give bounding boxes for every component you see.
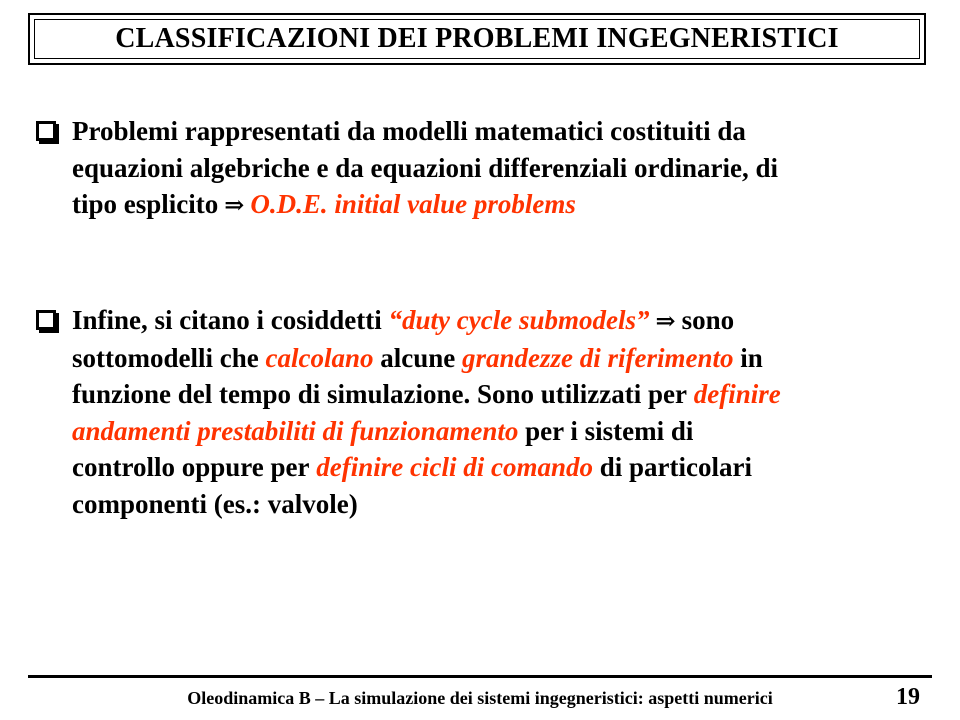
highlight-text: definire cicli di comando [316,452,593,482]
highlight-text: definire [693,379,781,409]
bullet-item-ode [36,113,926,224]
highlight-text: andamenti prestabiliti di funzionamento [72,415,519,446]
bullet-text: per i sistemi di [525,415,694,446]
square-bullet-icon [36,121,56,141]
bullet-text: alcune [380,342,456,373]
page-title: CLASSIFICAZIONI DEI PROBLEMI INGEGNERISTICI [115,23,839,54]
bullet-text: componenti (es.: valvole) [72,488,358,519]
title-box [28,13,926,65]
bullet-line [36,113,926,150]
square-bullet-icon [36,310,56,330]
page-number: 19 [896,684,920,710]
bullet-text: equazioni algebriche e da equazioni differenziali ordinarie, di [72,152,778,183]
highlight-text: “duty cycle submodels” [388,305,650,335]
bullet-text: tipo esplicito [72,189,219,219]
bullet-text: sottomodelli che [72,342,259,373]
implies-arrow-icon: ⇒ [224,190,245,219]
bullet-text: controllo oppure per [72,452,310,482]
bullet-text: di particolari [599,452,752,482]
bullet-text: funzione del tempo di simulazione. Sono utilizzati per [72,379,688,409]
implies-arrow-icon: ⇒ [655,306,676,335]
highlight-text: calcolano [265,342,374,373]
bullet-line [36,302,926,340]
bullet-text: Problemi rappresentati da modelli matematici costituiti da [72,116,746,146]
bullet-line [36,413,926,450]
bullet-line [36,150,926,187]
bullet-text: in [740,342,763,373]
bullet-line [36,340,926,377]
bullet-line [36,186,926,224]
bullet-line [36,449,926,486]
bullet-item-duty-cycle [36,302,926,522]
footer-caption: Oleodinamica B – La simulazione dei sistemi ingegneristici: aspetti numerici [187,688,773,708]
footer-divider [28,675,932,678]
bullet-text: sono [681,305,735,335]
highlight-text: grandezze di riferimento [462,342,734,373]
bullet-line [36,376,926,413]
highlight-text: O.D.E. initial value problems [250,189,576,219]
bullet-line [36,486,926,523]
bullet-text: Infine, si citano i cosiddetti [72,305,382,335]
